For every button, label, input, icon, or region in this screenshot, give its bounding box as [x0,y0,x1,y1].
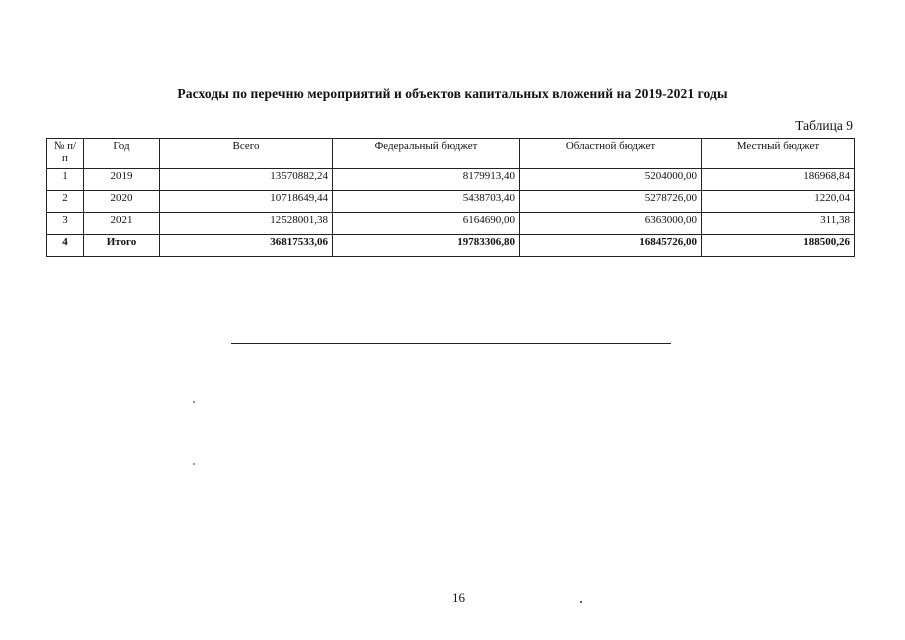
cell-regional: 5204000,00 [520,169,702,191]
table-caption: Таблица 9 [795,118,853,133]
cell-year: 2020 [84,191,160,213]
cell-num: 2 [47,191,84,213]
cell-federal: 6164690,00 [333,213,520,235]
table-header-row [47,139,855,169]
header-num: № п/п [47,139,84,169]
cell-federal: 8179913,40 [333,169,520,191]
cell-total: 12528001,38 [160,213,333,235]
cell-num: 4 [47,235,84,257]
budget-table [46,138,855,257]
cell-year: 2019 [84,169,160,191]
cell-num: 3 [47,213,84,235]
separator-line [231,343,671,344]
cell-regional: 16845726,00 [520,235,702,257]
cell-regional: 6363000,00 [520,213,702,235]
scan-speck [193,463,195,465]
page-number: 16 [452,590,465,605]
cell-year: Итого [84,235,160,257]
cell-local: 311,38 [702,213,855,235]
header-local: Местный бюджет [702,139,855,169]
cell-federal: 19783306,80 [333,235,520,257]
cell-local: 186968,84 [702,169,855,191]
scan-speck [193,401,195,403]
header-federal: Федеральный бюджет [333,139,520,169]
table-total-row [47,235,855,257]
cell-total: 13570882,24 [160,169,333,191]
cell-total: 10718649,44 [160,191,333,213]
cell-local: 188500,26 [702,235,855,257]
header-regional: Областной бюджет [520,139,702,169]
table-row [47,191,855,213]
cell-year: 2021 [84,213,160,235]
cell-num: 1 [47,169,84,191]
table-row [47,169,855,191]
cell-total: 36817533,06 [160,235,333,257]
document-title: Расходы по перечню мероприятий и объектов капитальных вложений на 2019-2021 годы [177,86,728,101]
header-total: Всего [160,139,333,169]
cell-federal: 5438703,40 [333,191,520,213]
table-row [47,213,855,235]
header-year: Год [84,139,160,169]
cell-regional: 5278726,00 [520,191,702,213]
cell-local: 1220,04 [702,191,855,213]
scan-speck [580,601,582,603]
